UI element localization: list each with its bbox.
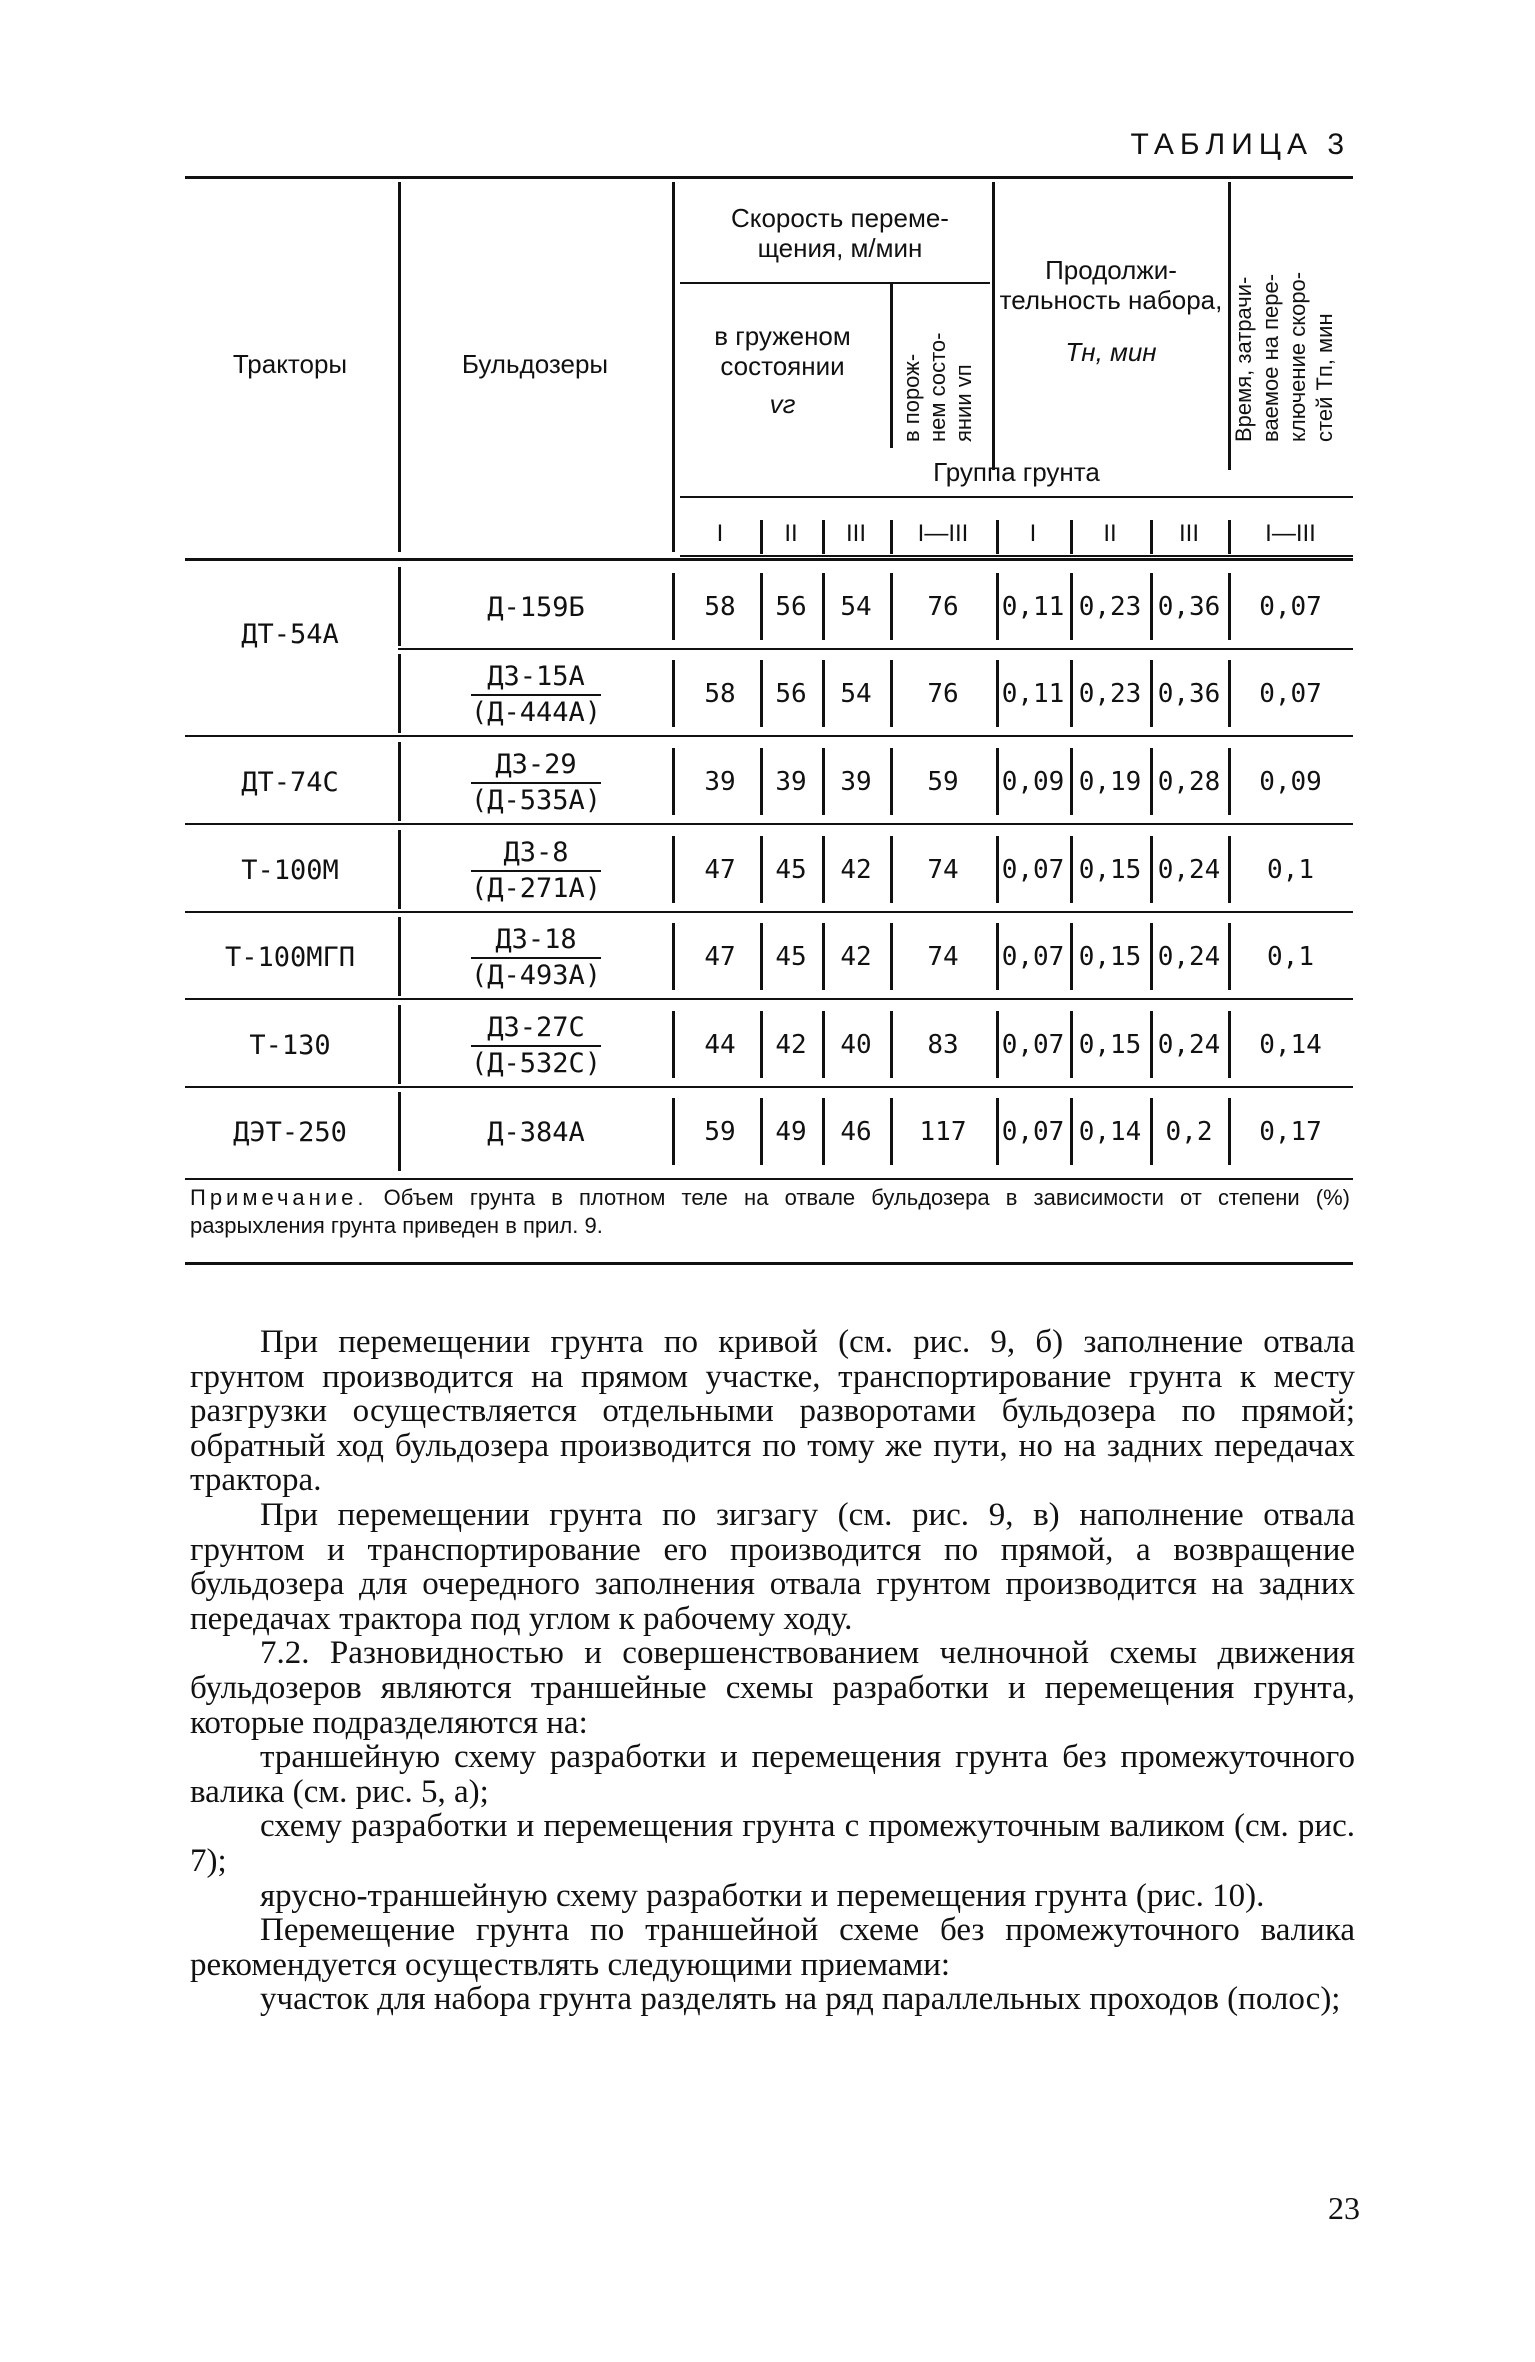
- bulldozer-fraction: [471, 838, 601, 903]
- table-note: [190, 1184, 1350, 1239]
- note-bottom-rule: [185, 1262, 1353, 1265]
- group-divider: [822, 520, 825, 554]
- value-cell: 0,07: [1001, 1117, 1065, 1147]
- group-divider: [890, 520, 893, 554]
- value-cell: 47: [704, 942, 736, 972]
- row-divider: [672, 748, 675, 815]
- table-caption: ТАБЛИЦА 3: [1130, 128, 1350, 161]
- row-rule: [398, 648, 1353, 650]
- table-rule: [680, 282, 990, 284]
- header-bulldozers: Бульдозеры: [461, 349, 609, 379]
- value-cell: 0,07: [1001, 1030, 1065, 1060]
- value-cell: 0,36: [1157, 592, 1221, 622]
- bulldozer-new-code: ДЗ-15А: [471, 662, 601, 696]
- paragraph: траншейную схему разработки и перемещения грунта без промежуточного валика (см. рис. 5, а);: [190, 1739, 1355, 1810]
- bulldozer-model: Д-384А: [487, 1117, 585, 1148]
- header-group-0: I: [716, 520, 724, 547]
- value-cell: 0,28: [1157, 767, 1221, 797]
- row-divider: [672, 1098, 675, 1165]
- paragraph: схему разработки и перемещения грунта с промежуточным валиком (см. рис. 7);: [190, 1808, 1355, 1879]
- tractor-name: Т-130: [249, 1030, 331, 1061]
- value-cell: 45: [775, 942, 807, 972]
- value-cell: 0,17: [1259, 1117, 1322, 1147]
- bulldozer-new-code: ДЗ-18: [471, 925, 601, 959]
- tractor-name: Т-100МГП: [224, 942, 356, 973]
- header-time-line: стей Tп, мин: [1312, 313, 1337, 442]
- header-empty-line: янии vп: [951, 364, 976, 442]
- note-text: Объем грунта в плотном теле на отвале бульдозера в зависимости от степени (%) разрыхления грунта приведен в прил. 9.: [190, 1185, 1350, 1238]
- value-cell: 0,07: [1259, 679, 1322, 709]
- value-cell: 76: [927, 592, 959, 622]
- bulldozer-model: [400, 925, 672, 990]
- value-cell: 0,15: [1078, 1030, 1142, 1060]
- tractor-name: ДТ-74С: [241, 767, 339, 798]
- header-speed: Скорость переме-щения, м/мин: [731, 203, 949, 263]
- value-cell: 54: [840, 679, 872, 709]
- value-cell: 0,07: [1001, 942, 1065, 972]
- header-time-line: ключение скоро-: [1285, 271, 1310, 442]
- header-group-1: II: [784, 520, 798, 547]
- value-cell: 58: [704, 679, 736, 709]
- value-cell: 0,11: [1001, 679, 1065, 709]
- value-cell: 0,2: [1165, 1117, 1213, 1147]
- value-cell: 47: [704, 855, 736, 885]
- paragraph: участок для набора грунта разделять на ряд параллельных проходов (полос);: [260, 1981, 1341, 2018]
- table-rule: [680, 555, 1353, 557]
- value-cell: 0,24: [1157, 1030, 1221, 1060]
- value-cell: 0,24: [1157, 942, 1221, 972]
- value-cell: 74: [927, 855, 959, 885]
- row-rule: [185, 1086, 1353, 1088]
- value-cell: 40: [840, 1030, 872, 1060]
- value-cell: 46: [840, 1117, 872, 1147]
- bulldozer-fraction: [471, 662, 601, 727]
- value-cell: 0,24: [1157, 855, 1221, 885]
- paragraph: При перемещении грунта по кривой (см. рис. 9, б) заполнение отвала грунтом производится на прямом участке, транспортирование грунта к месту разгрузки осуществляется отдельными разворотами бульдозера по прямой; обратный ход бульдозера производится по тому же пути, но на задних передачах трактора.: [190, 1324, 1355, 1499]
- group-divider: [1070, 520, 1073, 554]
- value-cell: 0,09: [1259, 767, 1322, 797]
- value-cell: 0,23: [1078, 679, 1142, 709]
- value-cell: 58: [704, 592, 736, 622]
- bulldozer-new-code: ДЗ-29: [471, 750, 601, 784]
- header-soil-group: Группа грунта: [933, 457, 1100, 487]
- bulldozer-model: [400, 662, 672, 727]
- value-cell: 0,14: [1259, 1030, 1322, 1060]
- paragraph: Перемещение грунта по траншейной схеме без промежуточного валика рекомендуется осуществлять следующими приемами:: [190, 1912, 1355, 1983]
- paragraph: ярусно-траншейную схему разработки и перемещения грунта (рис. 10).: [260, 1877, 1265, 1914]
- bulldozer-new-code: ДЗ-8: [471, 838, 601, 872]
- group-divider: [760, 520, 763, 554]
- group-divider: [1228, 520, 1231, 554]
- value-cell: 0,07: [1259, 592, 1322, 622]
- header-duration: Продолжи-тельность набора,: [999, 255, 1223, 315]
- header-bottom-rule: [185, 558, 1353, 561]
- value-cell: 59: [927, 767, 959, 797]
- row-divider: [672, 660, 675, 727]
- header-group-7: I—III: [1265, 520, 1316, 547]
- value-cell: 76: [927, 679, 959, 709]
- bulldozer-old-code: (Д-271А): [470, 872, 602, 904]
- value-cell: 0,23: [1078, 592, 1142, 622]
- value-cell: 74: [927, 942, 959, 972]
- bulldozer-fraction: [471, 1013, 601, 1078]
- row-rule: [185, 735, 1353, 737]
- row-rule: [185, 823, 1353, 825]
- header-time-line: ваемое на пере-: [1258, 273, 1283, 442]
- value-cell: 54: [840, 592, 872, 622]
- bulldozer-fraction: [471, 925, 601, 990]
- row-divider: [672, 836, 675, 903]
- value-cell: 39: [840, 767, 872, 797]
- header-group-3: I—III: [917, 520, 969, 547]
- value-cell: 39: [704, 767, 736, 797]
- header-tractors: Тракторы: [232, 349, 348, 379]
- value-cell: 56: [775, 592, 807, 622]
- column-divider: [672, 182, 675, 552]
- row-divider: [672, 1011, 675, 1078]
- header-empty-line: нем состо-: [925, 332, 950, 442]
- value-cell: 56: [775, 679, 807, 709]
- value-cell: 44: [704, 1030, 736, 1060]
- bulldozer-old-code: (Д-532С): [470, 1047, 602, 1079]
- bulldozer-old-code: (Д-493А): [470, 959, 602, 991]
- value-cell: 49: [775, 1117, 807, 1147]
- body-text: [190, 1325, 1355, 2017]
- value-cell: 0,15: [1078, 855, 1142, 885]
- bulldozer-model: Д-159Б: [487, 592, 585, 623]
- value-cell: 42: [840, 942, 872, 972]
- bulldozer-model: [400, 838, 672, 903]
- column-divider: [992, 182, 995, 470]
- group-divider: [1150, 520, 1153, 554]
- value-cell: 0,15: [1078, 942, 1142, 972]
- header-group-2: III: [845, 520, 866, 547]
- page-number: 23: [1328, 2190, 1360, 2226]
- row-divider: [672, 573, 675, 640]
- bulldozer-old-code: (Д-535А): [470, 784, 602, 816]
- bulldozer-old-code: (Д-444А): [470, 696, 602, 728]
- value-cell: 0,14: [1078, 1117, 1142, 1147]
- value-cell: 117: [919, 1117, 967, 1147]
- paragraph: 7.2. Разновидностью и совершенствованием челночной схемы движения бульдозеров являются траншейные схемы разработки и перемещения грунта, которые подразделяются на:: [190, 1635, 1355, 1741]
- value-cell: 0,11: [1001, 592, 1065, 622]
- table-top-rule: [185, 176, 1353, 179]
- row-divider: [672, 923, 675, 990]
- value-cell: 42: [840, 855, 872, 885]
- header-time-line: Время, затрачи-: [1231, 276, 1256, 442]
- header-group-4: I: [1029, 520, 1037, 547]
- table-rule: [680, 496, 1353, 498]
- value-cell: 83: [927, 1030, 959, 1060]
- value-cell: 42: [775, 1030, 807, 1060]
- row-rule: [185, 998, 1353, 1000]
- value-cell: 0,09: [1001, 767, 1065, 797]
- bulldozer-model: [400, 750, 672, 815]
- header-loaded: в груженом состоянии: [714, 321, 851, 381]
- value-cell: 0,36: [1157, 679, 1221, 709]
- header-empty-line: в порож-: [899, 353, 924, 442]
- value-cell: 39: [775, 767, 807, 797]
- tractor-name: Т-100М: [241, 855, 339, 886]
- value-cell: 0,1: [1267, 942, 1314, 972]
- value-cell: 45: [775, 855, 807, 885]
- group-divider: [996, 520, 999, 554]
- bulldozer-model: [400, 1013, 672, 1078]
- header-loaded-symbol: vг: [769, 389, 796, 419]
- value-cell: 59: [704, 1117, 736, 1147]
- header-duration-symbol: Tн, мин: [1065, 337, 1157, 367]
- bulldozer-fraction: [471, 750, 601, 815]
- header-group-6: III: [1178, 520, 1199, 547]
- header-group-5: II: [1103, 520, 1117, 547]
- bulldozer-new-code: ДЗ-27С: [471, 1013, 601, 1047]
- value-cell: 0,07: [1001, 855, 1065, 885]
- value-cell: 0,1: [1267, 855, 1314, 885]
- column-divider: [890, 282, 893, 448]
- table-bottom-rule: [185, 1178, 1353, 1180]
- paragraph: При перемещении грунта по зигзагу (см. рис. 9, в) наполнение отвала грунтом и транспортирование его производится по прямой, а возвращение бульдозера для очередного заполнения отвала грунтом производится на задних передачах трактора под углом к рабочему ходу.: [190, 1496, 1355, 1637]
- value-cell: 0,19: [1078, 767, 1142, 797]
- tractor-name: ДЭТ-250: [233, 1117, 347, 1148]
- note-label: Примечание.: [190, 1185, 368, 1210]
- row-rule: [185, 911, 1353, 913]
- tractor-name: ДТ-54А: [241, 619, 339, 650]
